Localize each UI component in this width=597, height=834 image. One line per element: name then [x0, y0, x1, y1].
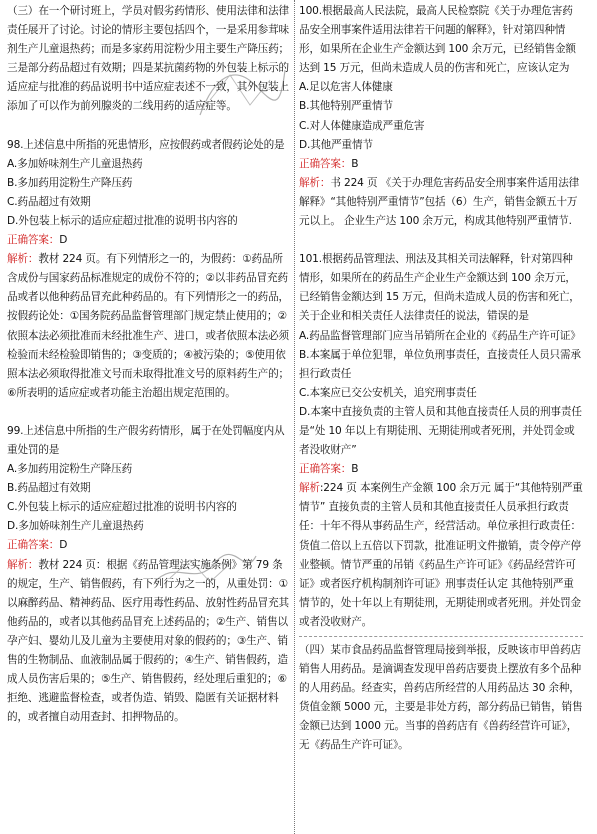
analysis: [299, 479, 583, 632]
section-four-intro: （四）某市食品药品监督管理局接到举报，反映该市甲兽药店销售人用药品。是滴调查发现甲兽药店要贵上摆放有多个品种的人用药品。经查实，兽药店所经营的人用药品达 30 余种，货值金额 5000 元，主要是非处方药，部分药品已销售，销售金额已达到 1000 元。当事的兽药店有《兽药经营许可证》，无《药品生产许可证》。: [299, 644, 583, 752]
option-a: A.多加药用淀粉生产降压药: [7, 463, 133, 476]
left-column: [3, 0, 295, 834]
answer-line: [7, 536, 290, 555]
analysis-text: :224 页 本案例生产金额 100 余万元 属于“其他特别严重情节” 直接负责的主管人员和其他直接责任人员承担行政责任：十年不得从事药品生产，经营活动。单位承担行政责任：货值二倍以上五倍以下罚款，批准证明文件撤销，责令停产停业整顿。情节严重的吊销《药品生产许可证》《药品经营许可证》或者医疗机构制剂许可证》刑事责任认定 其他特别严重情节的，处十年以上有期徒刑，无期徒刑或者死刑。并处罚金或者没收财产。: [299, 482, 583, 628]
analysis-text: 教材 224 页：根据《药品管理法实施条例》第 79 条的规定，生产、销售假药，有下列行为之一的，从重处罚：①以麻醉药品、精神药品、医疗用毒性药品、放射性药品冒充其他药品的，或者以其他药品冒充上述药品的；②生产、销售以孕产妇、婴幼儿及儿童为主要使用对象的假药的；③生产、销售的生物制品、血液制品属于假药的；④生产、销售假药，造成人员伤害后果的；⑤生产、销售假药，经处理后重犯的；⑥拒绝、逃避监督检查，或者伪造、销毁、隐匿有关证据材料的，或者擅自动用查封、扣押物品的。: [7, 558, 289, 724]
answer-label: 正确答案：: [299, 463, 352, 476]
question-stem: 100.根据最高人民法院，最高人民检察院《关于办理危害药品安全刑事案件适用法律若干问题的解释》，针对第四种情形，如果所在企业生产金额达到 100 余万元，已经销售金额达到 15 万元，但尚未造成人员的伤害和死亡，应该认定为: [299, 5, 576, 75]
analysis: [7, 250, 290, 403]
question-stem: 99.上述信息中所指的生产假劣药情形，属于在处罚幅度内从重处罚的是: [7, 424, 285, 456]
option-c: C.药品超过有效期: [7, 195, 91, 208]
answer-line: [299, 155, 583, 174]
analysis-text: 书 224 页 《关于办理危害药品安全刑事案件适用法律解释》“其他特别严重情节”包括（6）生产，销售金额五十万元以上。 企业生产达 100 余万元，构成其他特别严重情节.: [299, 176, 580, 228]
analysis-label: 解析: [299, 482, 320, 495]
analysis-label: 解析：: [299, 176, 331, 189]
analysis-label: 解析：: [7, 558, 39, 571]
analysis: [7, 556, 290, 728]
option-d: D.外包装上标示的适应症超过批准的说明书内容的: [7, 214, 238, 227]
section-three-intro: （三）在一个研讨班上，学员对假劣药情形、使用法律和法律责任展开了讨论。讨论的情形主要包括四个，一是采用参茸味剂生产儿童退热药；而是多家药用淀粉少用主要生产降压药；三是部分药品超过有效期；四是某抗菌药物的外包装上标示的适应症与批准的药品说明书中适应症表述不一致，其外包装上添加了可以作为前列腺炎的二线用药的适应症等。: [7, 5, 289, 113]
question-99: [7, 422, 290, 728]
option-b: B.本案属于单位犯罪，单位负刑事责任，直接责任人员只需承担行政责任: [299, 348, 581, 380]
option-d: D.本案中直接负责的主管人员和其他直接责任人员的刑事责任是“处 10 年以上有期徒刑、无期徒刑或者死刑，并处罚金或者没收财产”: [299, 405, 582, 457]
option-d: D.多加娇味剂生产儿童退热药: [7, 520, 144, 533]
analysis-label: 解析：: [7, 253, 39, 266]
spacer: [7, 403, 290, 422]
option-a: A.足以危害人体健康: [299, 81, 393, 94]
question-100: [299, 2, 583, 231]
spacer: [7, 117, 290, 136]
option-b: B.多加药用淀粉生产降压药: [7, 176, 133, 189]
answer-label: 正确答案：: [7, 539, 60, 552]
question-101: [299, 250, 583, 632]
option-b: B.其他特别严重情节: [299, 100, 393, 113]
divider: [299, 636, 583, 637]
answer-value: D: [59, 539, 68, 552]
answer-line: [299, 460, 583, 479]
option-a: A.药品监督管理部门应当吊销所在企业的《药品生产许可证》: [299, 329, 581, 342]
right-column: [295, 0, 587, 834]
answer-label: 正确答案：: [7, 234, 60, 247]
answer-value: B: [351, 463, 359, 476]
option-a: A.多加娇味剂生产儿童退热药: [7, 157, 143, 170]
analysis: [299, 174, 583, 231]
option-d: D.其他严重情节: [299, 138, 373, 151]
spacer: [299, 231, 583, 250]
question-stem: 98.上述信息中所指的死患情形，应按假药或者假药论处的是: [7, 138, 285, 151]
analysis-text: 教材 224 页。有下列情形之一的，为假药：①药品所含成份与国家药品标准规定的成份不符的；②以非药品冒充药品或者以他种药品冒充此种药品的。有下列情形之一的药品，按假药论处：①国务院药品监督管理部门规定禁止使用的；②依照本法必须批准而未经批准生产、进口，或者依照本法必须检验而未经检验即销售的；③变质的；④被污染的；⑤使用依照本法必须取得批准文号而未取得批准文号的原料药生产的；⑥所表明的适应症或者功能主治超出规定范围的。: [7, 253, 289, 399]
option-c: C.外包装上标示的适应症超过批准的说明书内容的: [7, 501, 237, 514]
answer-line: [7, 231, 290, 250]
answer-value: B: [351, 157, 359, 170]
option-c: C.本案应已交公安机关，追究刑事责任: [299, 386, 477, 399]
option-c: C.对人体健康造成严重危害: [299, 119, 425, 132]
answer-value: D: [59, 234, 68, 247]
question-stem: 101.根据药品管理法、刑法及其相关司法解释，针对第四种情形，如果所在的药品生产企业生产金额达到 100 余万元，已经销售金额达到 15 万元，但尚未造成人员的伤害和死亡，关于企业和相关责任人法律责任的说法，错误的是: [299, 253, 580, 323]
option-b: B.药品超过有效期: [7, 482, 91, 495]
answer-label: 正确答案：: [299, 157, 352, 170]
question-98: [7, 136, 290, 403]
